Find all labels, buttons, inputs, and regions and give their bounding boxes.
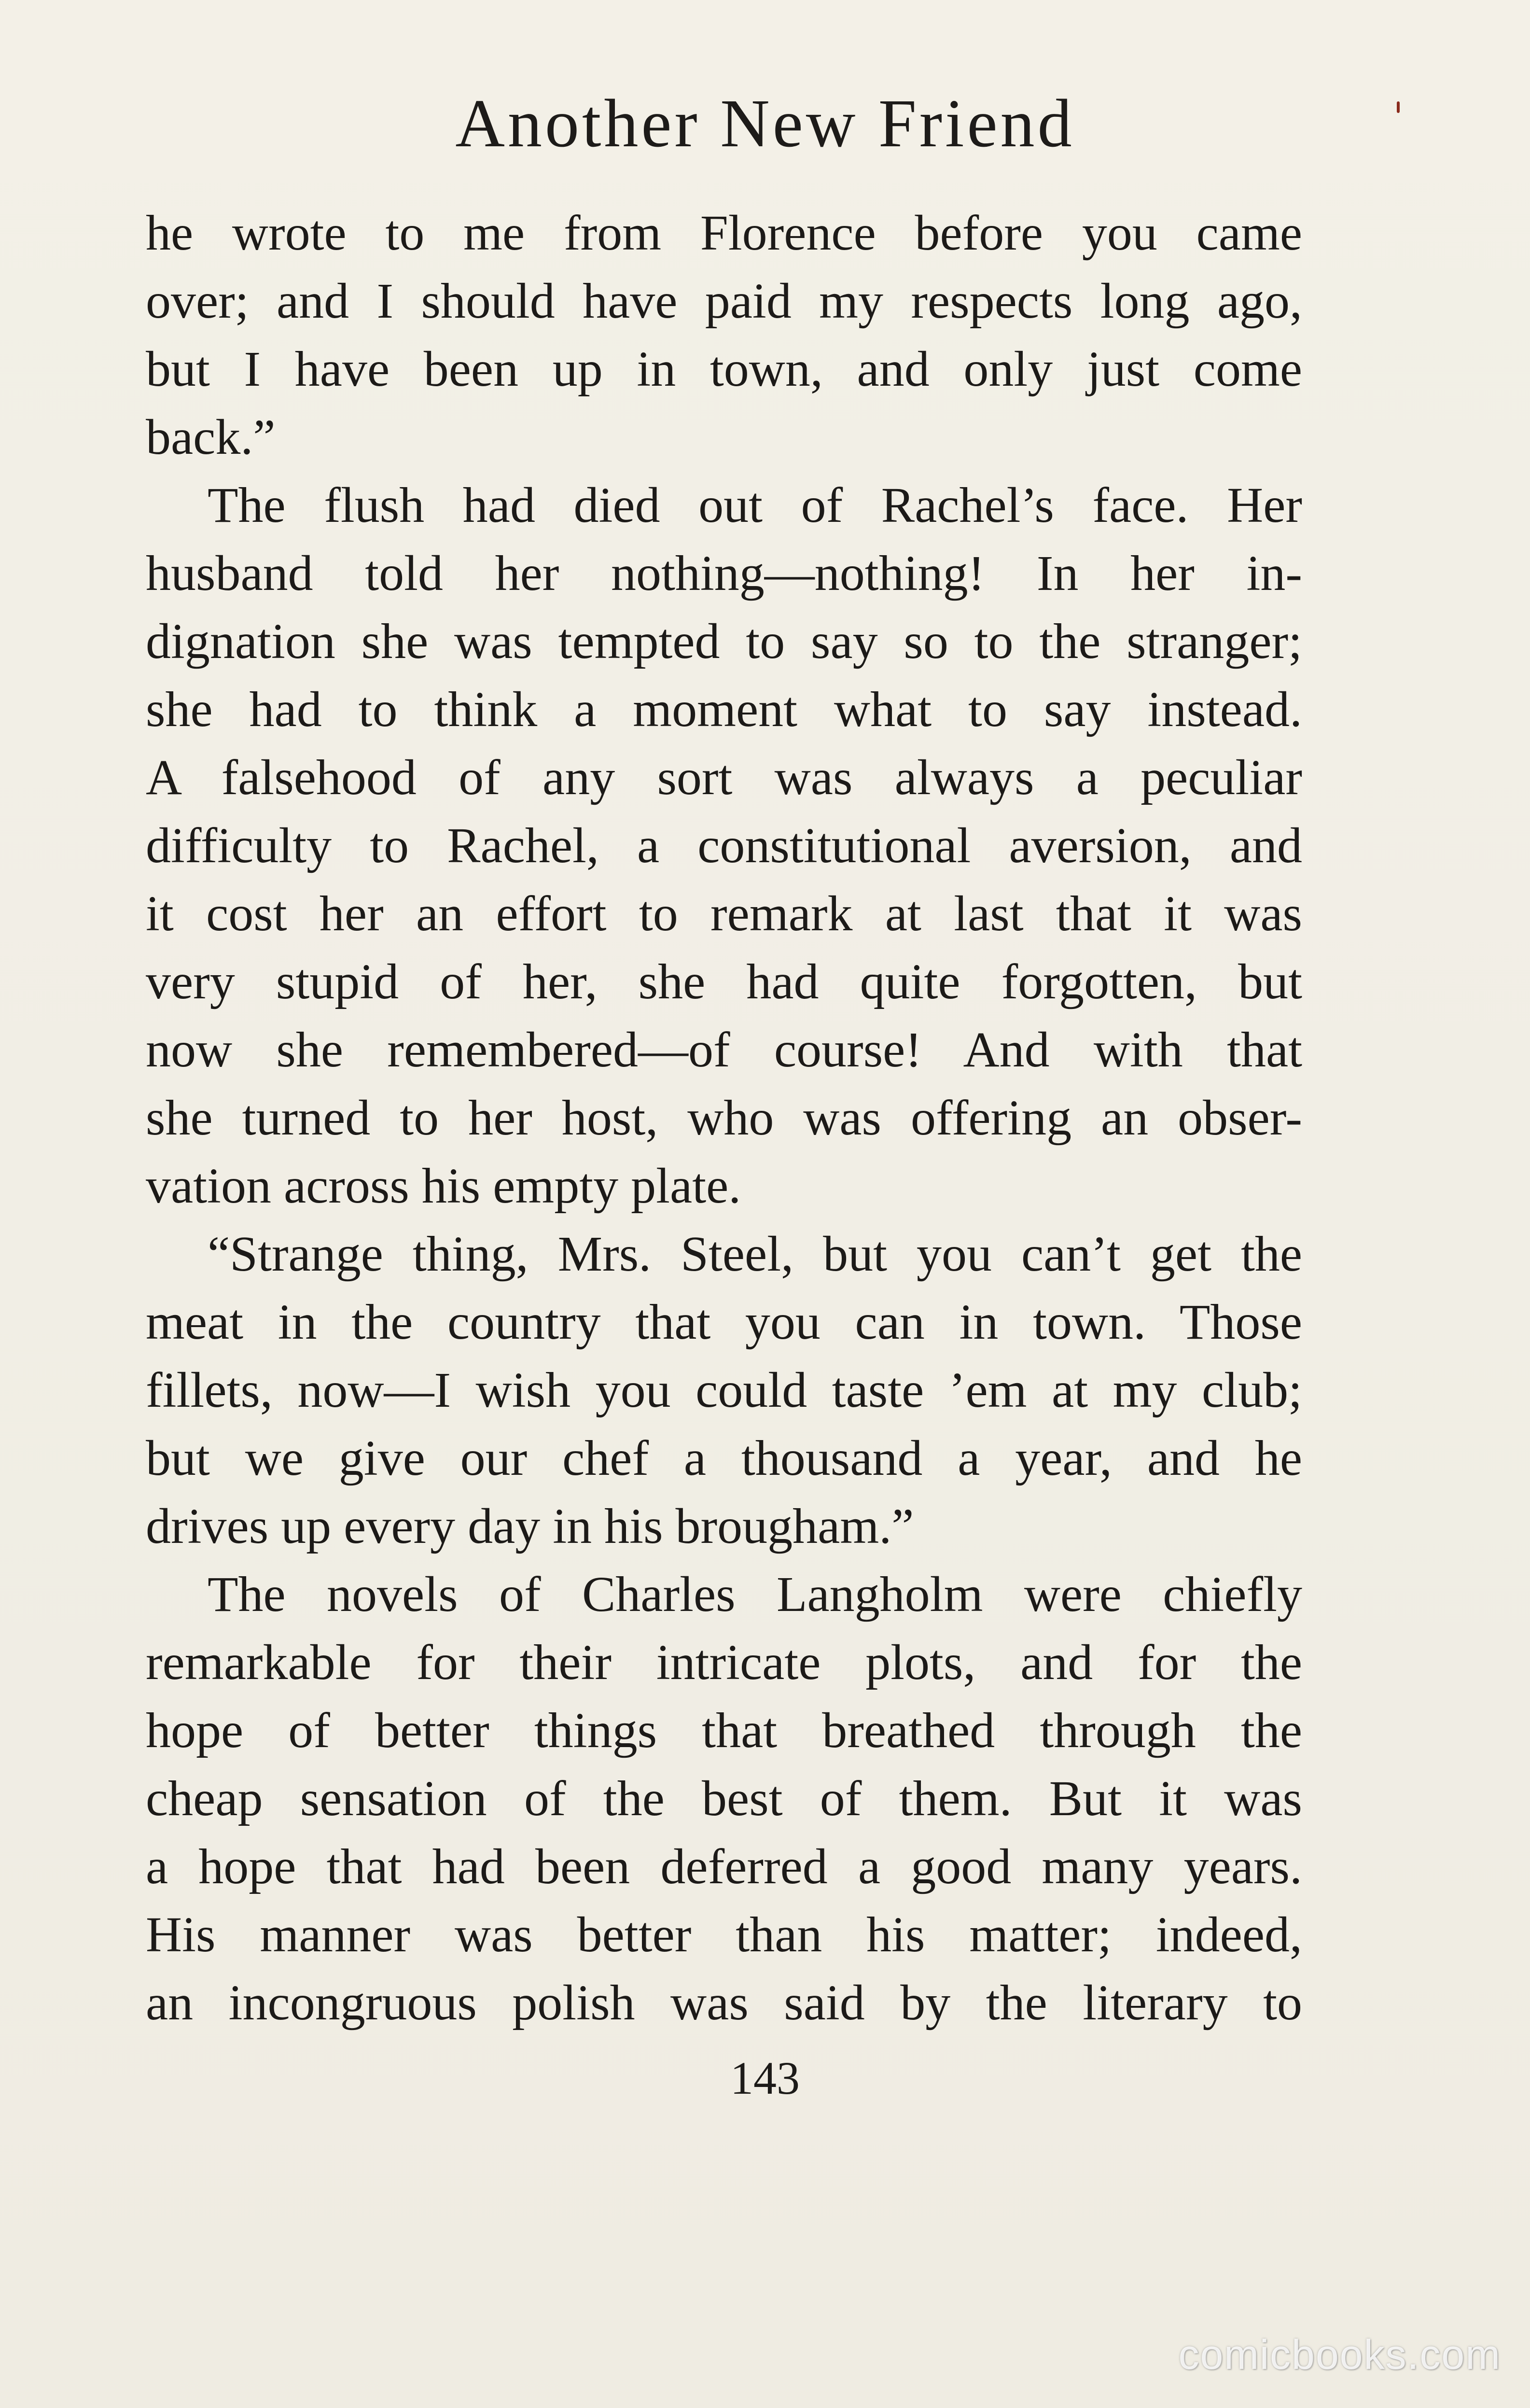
text-line: husband told her nothing—nothing! In her in-: [146, 546, 1302, 601]
running-head: Another New Friend: [455, 85, 1075, 161]
text-line: but we give our chef a thousand a year, and he: [146, 1430, 1302, 1486]
text-line: cheap sensation of the best of them. But it was: [146, 1771, 1302, 1826]
text-line: difficulty to Rachel, a constitutional aversion, and: [146, 818, 1302, 873]
text-line: now she remembered—of course! And with that: [146, 1022, 1302, 1078]
text-line: very stupid of her, she had quite forgotten, but: [146, 954, 1302, 1009]
text-line: vation across his empty plate.: [146, 1158, 741, 1214]
text-line: back.”: [146, 409, 276, 465]
watermark: comicbooks.com: [1178, 2332, 1501, 2378]
text-line: meat in the country that you can in town. Those: [146, 1294, 1302, 1350]
text-line: remarkable for their intricate plots, and for the: [146, 1635, 1302, 1690]
text-line: she had to think a moment what to say instead.: [146, 682, 1302, 737]
text-line: hope of better things that breathed through the: [146, 1703, 1302, 1758]
text-line: dignation she was tempted to say so to the stranger;: [146, 614, 1302, 669]
text-line: His manner was better than his matter; indeed,: [146, 1907, 1302, 1962]
text-line: a hope that had been deferred a good many years.: [146, 1839, 1302, 1894]
text-line: an incongruous polish was said by the literary to: [146, 1975, 1302, 2030]
text-line: she turned to her host, who was offering an obser-: [146, 1090, 1302, 1146]
text-line: fillets, now—I wish you could taste ’em at my club;: [146, 1362, 1302, 1418]
text-line: he wrote to me from Florence before you came: [146, 205, 1302, 261]
body-text: [146, 199, 1302, 2037]
page-number: 143: [730, 2052, 800, 2104]
text-line: drives up every day in his brougham.”: [146, 1498, 914, 1554]
text-line: The flush had died out of Rachel’s face. Her: [208, 477, 1302, 533]
text-line: over; and I should have paid my respects long ago,: [146, 273, 1302, 329]
text-line: A falsehood of any sort was always a peculiar: [146, 750, 1302, 805]
text-line: it cost her an effort to remark at last that it was: [146, 886, 1302, 941]
text-line: The novels of Charles Langholm were chiefly: [208, 1567, 1302, 1622]
text-line: “Strange thing, Mrs. Steel, but you can’t get the: [208, 1226, 1302, 1282]
text-line: but I have been up in town, and only just come: [146, 341, 1302, 397]
